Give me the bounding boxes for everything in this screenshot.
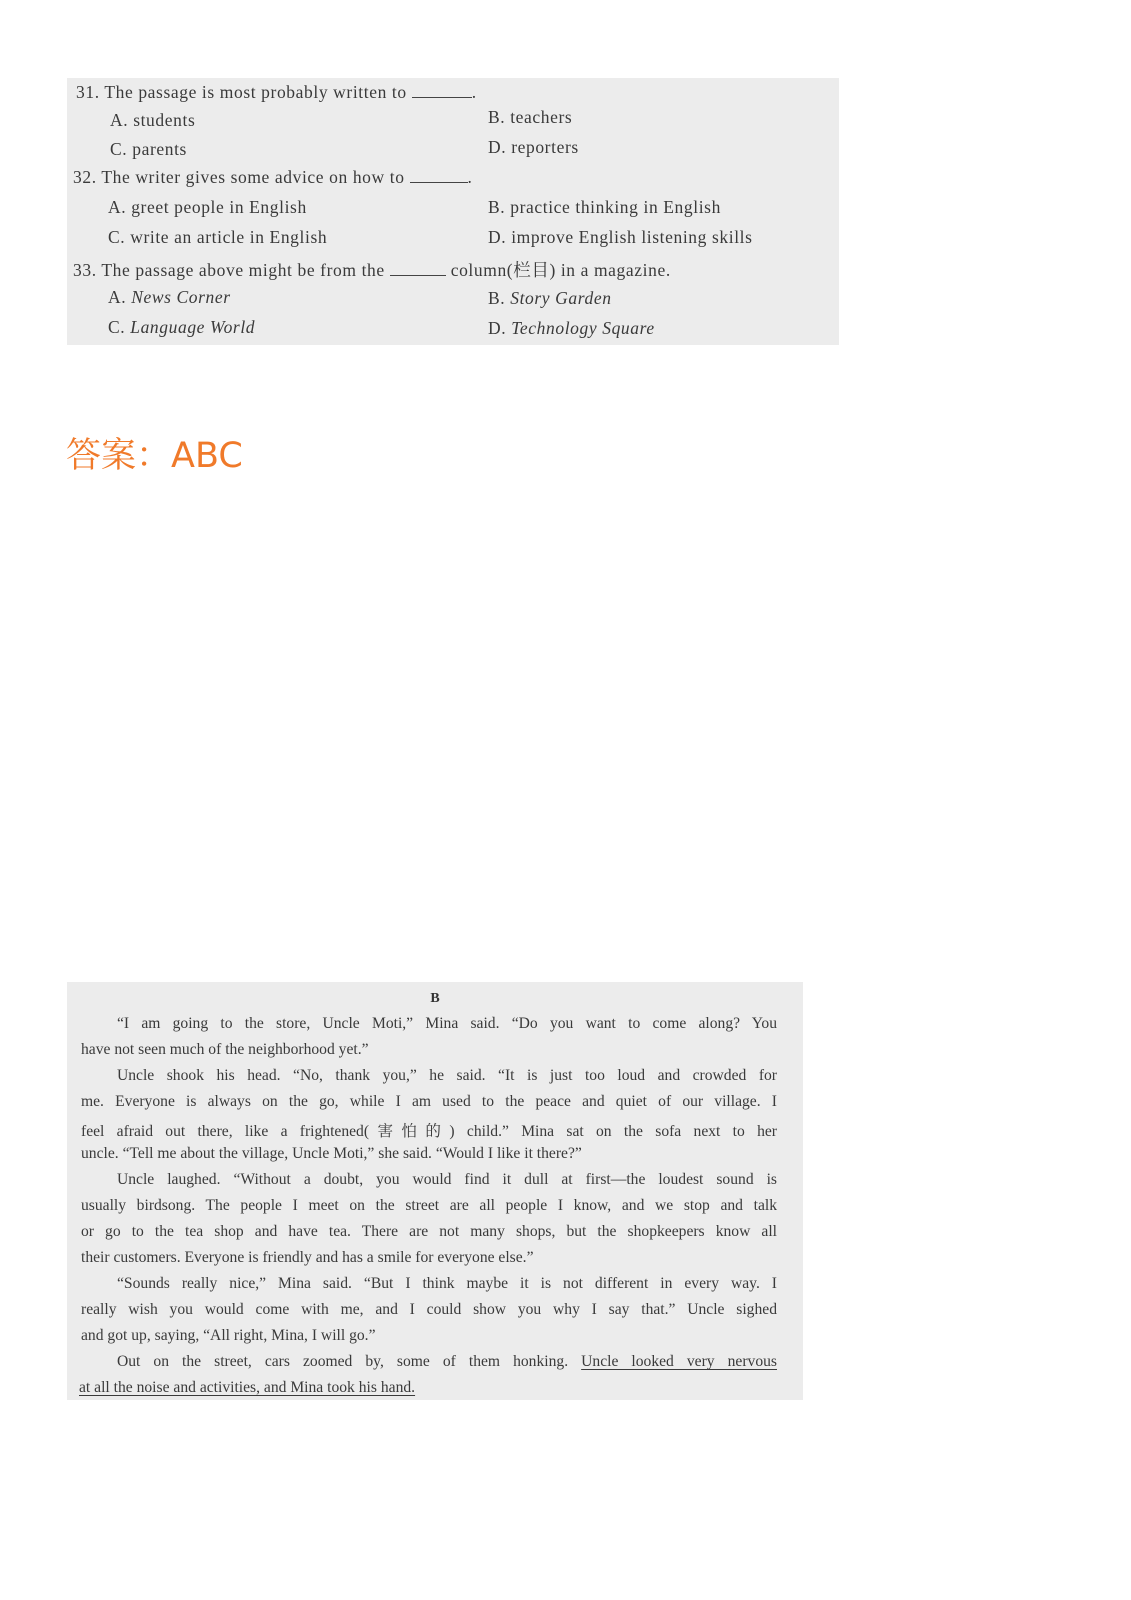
option-33-c [108, 317, 255, 338]
option-text: Language World [130, 317, 256, 337]
passage-line: me. Everyone is always on the go, while I am used to the peace and quiet of our village. I [81, 1093, 777, 1110]
answer-blank [412, 83, 472, 98]
option-31-d: D. reporters [488, 137, 579, 157]
question-stem-end: column(栏目) in a magazine. [450, 260, 671, 280]
option-32-d: D. improve English listening skills [488, 227, 753, 247]
passage-line: Uncle shook his head. “No, thank you,” he said. “It is just too loud and crowded for [117, 1067, 777, 1084]
option-32-c: C. write an article in English [108, 227, 328, 247]
option-letter: D. [488, 318, 507, 338]
passage-line: usually birdsong. The people I meet on the street are all people I know, and we stop and talk [81, 1197, 777, 1214]
option-letter: B. [488, 288, 506, 308]
option-31-b: B. teachers [488, 107, 573, 127]
question-stem: 31. The passage is most probably written to [76, 82, 407, 102]
option-text: News Corner [131, 287, 231, 307]
passage-line: or go to the tea shop and have tea. There are not many shops, but the shopkeepers know all [81, 1223, 777, 1240]
question-33 [73, 257, 671, 282]
passage-heading: B [430, 991, 440, 1006]
passage-scan [67, 982, 803, 1400]
option-32-a: A. greet people in English [108, 197, 307, 217]
passage-line: “Sounds really nice,” Mina said. “But I think maybe it is not different in every way. I [117, 1275, 777, 1292]
option-32-b: B. practice thinking in English [488, 197, 721, 217]
passage-line: their customers. Everyone is friendly and has a smile for everyone else.” [81, 1249, 534, 1266]
underlined-line: at all the noise and activities, and Mina took his hand. [79, 1379, 416, 1396]
option-letter: C. [108, 317, 126, 337]
option-33-a [108, 287, 231, 308]
passage-line: feel afraid out there, like a frightened(害怕的) child.” Mina sat on the sofa next to her [81, 1123, 777, 1140]
question-stem-end: . [467, 167, 473, 187]
passage-line: “I am going to the store, Uncle Moti,” Mina said. “Do you want to come along? You [117, 1015, 777, 1032]
passage-line: have not seen much of the neighborhood yet.” [81, 1041, 369, 1058]
question-31 [76, 82, 477, 103]
option-31-c: C. parents [110, 139, 187, 159]
option-text: Technology Square [511, 318, 655, 338]
question-stem: 33. The passage above might be from the [73, 260, 385, 280]
option-text: Story Garden [510, 288, 612, 308]
option-33-b [488, 288, 612, 309]
passage-line: really wish you would come with me, and I could show you why I say that.” Uncle sighed [81, 1301, 777, 1318]
option-33-d [488, 318, 655, 339]
question-stem: 32. The writer gives some advice on how to [73, 167, 405, 187]
question-stem-end: . [471, 82, 477, 102]
question-32 [73, 167, 473, 188]
answer-blank [410, 168, 468, 183]
questions-scan [67, 78, 839, 345]
answer-text: 答案：ABC [66, 436, 243, 476]
underlined-text: Uncle looked very nervous [581, 1353, 777, 1370]
passage-line [117, 1353, 777, 1371]
option-31-a: A. students [110, 110, 196, 130]
passage-line: and got up, saying, “All right, Mina, I will go.” [81, 1327, 376, 1344]
passage-text: Out on the street, cars zoomed by, some of them honking. [117, 1353, 582, 1370]
option-letter: A. [108, 287, 127, 307]
passage-line: Uncle laughed. “Without a doubt, you would find it dull at first—the loudest sound is [117, 1171, 777, 1188]
answer-blank [390, 261, 446, 276]
passage-line: uncle. “Tell me about the village, Uncle Moti,” she said. “Would I like it there?” [81, 1145, 582, 1162]
